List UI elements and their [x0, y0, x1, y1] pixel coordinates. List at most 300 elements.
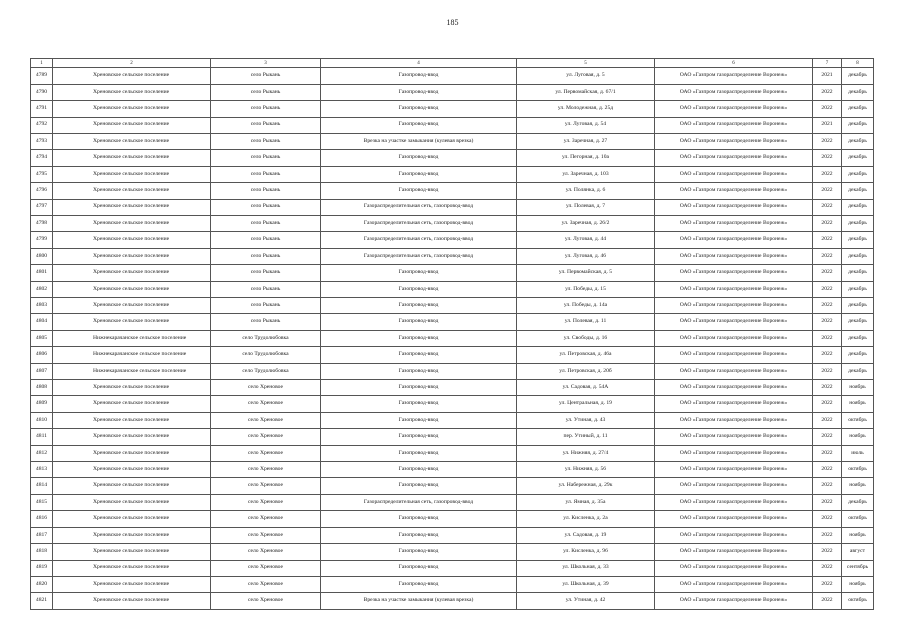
address-cell: ул. Луговая, д. 54 [517, 117, 655, 133]
settlement-cell: Хреновское сельское поселение [53, 68, 211, 84]
table-row [31, 478, 874, 494]
locality-cell: село Рыкань [211, 150, 321, 166]
object-cell: Газопровод-ввод [321, 396, 517, 412]
organization-cell: ОАО «Газпром газораспределение Воронеж» [655, 84, 813, 100]
locality-cell: село Хреновое [211, 544, 321, 560]
address-cell: ул. Центральная, д. 19 [517, 396, 655, 412]
object-cell: Газопровод-ввод [321, 527, 517, 543]
row-number: 4804 [31, 314, 53, 330]
locality-cell: село Рыкань [211, 265, 321, 281]
year-cell: 2022 [813, 380, 842, 396]
row-number: 4809 [31, 396, 53, 412]
settlement-cell: Хреновское сельское поселение [53, 445, 211, 461]
settlement-cell: Хреновское сельское поселение [53, 199, 211, 215]
object-cell: Газопровод-ввод [321, 347, 517, 363]
row-number: 4795 [31, 166, 53, 182]
organization-cell: ОАО «Газпром газораспределение Воронеж» [655, 133, 813, 149]
locality-cell: село Хреновое [211, 478, 321, 494]
year-cell: 2022 [813, 199, 842, 215]
address-cell: ул. Набережная, д. 29к [517, 478, 655, 494]
table-row [31, 380, 874, 396]
column-header: 3 [211, 59, 321, 68]
address-cell: ул. Победы, д. 15 [517, 281, 655, 297]
object-cell: Газопровод-ввод [321, 462, 517, 478]
locality-cell: село Рыкань [211, 314, 321, 330]
settlement-cell: Хреновское сельское поселение [53, 560, 211, 576]
column-header: 4 [321, 59, 517, 68]
address-cell: ул. Утиная, д. 42 [517, 593, 655, 610]
locality-cell: село Рыкань [211, 68, 321, 84]
month-cell: декабрь [842, 183, 874, 199]
row-number: 4802 [31, 281, 53, 297]
row-number: 4818 [31, 544, 53, 560]
month-cell: ноябрь [842, 380, 874, 396]
year-cell: 2021 [813, 117, 842, 133]
object-cell: Газопровод-ввод [321, 576, 517, 592]
table-header-row [31, 59, 874, 68]
settlement-cell: Хреновское сельское поселение [53, 527, 211, 543]
table-row [31, 314, 874, 330]
locality-cell: село Рыкань [211, 232, 321, 248]
month-cell: декабрь [842, 166, 874, 182]
locality-cell: село Хреновое [211, 560, 321, 576]
row-number: 4817 [31, 527, 53, 543]
object-cell: Газораспределительная сеть, газопровод-ввод [321, 248, 517, 264]
address-cell: ул. Победы, д. 14а [517, 298, 655, 314]
address-cell: ул. Утиная, д. 43 [517, 412, 655, 428]
month-cell: декабрь [842, 215, 874, 231]
address-cell: ул. Ямная, д. 35а [517, 494, 655, 510]
month-cell: октябрь [842, 511, 874, 527]
address-cell: пер. Утиный, д. 11 [517, 429, 655, 445]
table-row [31, 133, 874, 149]
address-cell: ул. Нижняя, д. 56 [517, 462, 655, 478]
row-number: 4806 [31, 347, 53, 363]
table-row [31, 593, 874, 610]
locality-cell: село Хреновое [211, 494, 321, 510]
row-number: 4810 [31, 412, 53, 428]
month-cell: ноябрь [842, 478, 874, 494]
year-cell: 2022 [813, 101, 842, 117]
table-row [31, 150, 874, 166]
table-row [31, 445, 874, 461]
year-cell: 2022 [813, 215, 842, 231]
locality-cell: село Рыкань [211, 183, 321, 199]
year-cell: 2022 [813, 462, 842, 478]
month-cell: декабрь [842, 68, 874, 84]
row-number: 4796 [31, 183, 53, 199]
object-cell: Газопровод-ввод [321, 560, 517, 576]
organization-cell: ОАО «Газпром газораспределение Воронеж» [655, 363, 813, 379]
address-cell: ул. Петровская, д. 20б [517, 363, 655, 379]
month-cell: ноябрь [842, 527, 874, 543]
organization-cell: ОАО «Газпром газораспределение Воронеж» [655, 166, 813, 182]
organization-cell: ОАО «Газпром газораспределение Воронеж» [655, 396, 813, 412]
address-cell: ул. Садовая, д. 54А [517, 380, 655, 396]
table-row [31, 511, 874, 527]
table-row [31, 281, 874, 297]
locality-cell: село Хреновое [211, 462, 321, 478]
table-row [31, 215, 874, 231]
settlement-cell: Хреновское сельское поселение [53, 576, 211, 592]
settlement-cell: Нижнекарачанское сельское поселение [53, 330, 211, 346]
organization-cell: ОАО «Газпром газораспределение Воронеж» [655, 248, 813, 264]
row-number: 4813 [31, 462, 53, 478]
object-cell: Газораспределительная сеть, газопровод-ввод [321, 494, 517, 510]
organization-cell: ОАО «Газпром газораспределение Воронеж» [655, 215, 813, 231]
object-cell: Врезка на участке замыкания (кулевая врезка) [321, 593, 517, 610]
table-row [31, 84, 874, 100]
address-cell: ул. Полевая, д. 7 [517, 199, 655, 215]
settlement-cell: Хреновское сельское поселение [53, 232, 211, 248]
organization-cell: ОАО «Газпром газораспределение Воронеж» [655, 560, 813, 576]
address-cell: ул. Нижняя, д. 27/4 [517, 445, 655, 461]
locality-cell: село Рыкань [211, 199, 321, 215]
year-cell: 2022 [813, 544, 842, 560]
row-number: 4807 [31, 363, 53, 379]
organization-cell: ОАО «Газпром газораспределение Воронеж» [655, 117, 813, 133]
row-number: 4808 [31, 380, 53, 396]
organization-cell: ОАО «Газпром газораспределение Воронеж» [655, 478, 813, 494]
object-cell: Газопровод-ввод [321, 265, 517, 281]
organization-cell: ОАО «Газпром газораспределение Воронеж» [655, 511, 813, 527]
settlement-cell: Хреновское сельское поселение [53, 166, 211, 182]
month-cell: декабрь [842, 347, 874, 363]
column-header: 7 [813, 59, 842, 68]
object-cell: Газопровод-ввод [321, 117, 517, 133]
table-row [31, 462, 874, 478]
locality-cell: село Хреновое [211, 429, 321, 445]
object-cell: Газопровод-ввод [321, 68, 517, 84]
organization-cell: ОАО «Газпром газораспределение Воронеж» [655, 462, 813, 478]
object-cell: Газопровод-ввод [321, 511, 517, 527]
year-cell: 2022 [813, 593, 842, 610]
locality-cell: село Рыкань [211, 298, 321, 314]
row-number: 4793 [31, 133, 53, 149]
locality-cell: село Хреновое [211, 593, 321, 610]
settlement-cell: Хреновское сельское поселение [53, 298, 211, 314]
locality-cell: село Рыкань [211, 215, 321, 231]
year-cell: 2022 [813, 527, 842, 543]
address-cell: ул. Луговая, д. 44 [517, 232, 655, 248]
month-cell: декабрь [842, 281, 874, 297]
address-cell: ул. Кисленка, д. 2а [517, 511, 655, 527]
month-cell: октябрь [842, 593, 874, 610]
organization-cell: ОАО «Газпром газораспределение Воронеж» [655, 183, 813, 199]
settlement-cell: Хреновское сельское поселение [53, 494, 211, 510]
month-cell: декабрь [842, 150, 874, 166]
table-row [31, 232, 874, 248]
table-row [31, 101, 874, 117]
year-cell: 2022 [813, 183, 842, 199]
table-row [31, 265, 874, 281]
settlement-cell: Нижнекарачанское сельское поселение [53, 347, 211, 363]
address-cell: ул. Луговая, д. 5 [517, 68, 655, 84]
settlement-cell: Хреновское сельское поселение [53, 84, 211, 100]
address-cell: ул. Свободы, д. 16 [517, 330, 655, 346]
settlement-cell: Хреновское сельское поселение [53, 265, 211, 281]
locality-cell: село Рыкань [211, 117, 321, 133]
locality-cell: село Хреновое [211, 511, 321, 527]
address-cell: ул. Полевая, д. 11 [517, 314, 655, 330]
object-cell: Газопровод-ввод [321, 478, 517, 494]
row-number: 4819 [31, 560, 53, 576]
year-cell: 2022 [813, 347, 842, 363]
settlement-cell: Хреновское сельское поселение [53, 215, 211, 231]
address-cell: ул. Школьная, д. 33 [517, 560, 655, 576]
month-cell: декабрь [842, 232, 874, 248]
year-cell: 2022 [813, 445, 842, 461]
row-number: 4799 [31, 232, 53, 248]
month-cell: ноябрь [842, 396, 874, 412]
year-cell: 2022 [813, 314, 842, 330]
year-cell: 2022 [813, 560, 842, 576]
year-cell: 2022 [813, 232, 842, 248]
column-header: 8 [842, 59, 874, 68]
settlement-cell: Хреновское сельское поселение [53, 150, 211, 166]
address-cell: ул. Заречная, д. 103 [517, 166, 655, 182]
object-cell: Газопровод-ввод [321, 84, 517, 100]
organization-cell: ОАО «Газпром газораспределение Воронеж» [655, 445, 813, 461]
settlement-cell: Хреновское сельское поселение [53, 429, 211, 445]
settlement-cell: Нижнекарачанское сельское поселение [53, 363, 211, 379]
year-cell: 2022 [813, 429, 842, 445]
table-body [31, 59, 874, 610]
organization-cell: ОАО «Газпром газораспределение Воронеж» [655, 314, 813, 330]
table-row [31, 298, 874, 314]
settlement-cell: Хреновское сельское поселение [53, 478, 211, 494]
gas-pipeline-table [30, 58, 874, 610]
object-cell: Газопровод-ввод [321, 330, 517, 346]
organization-cell: ОАО «Газпром газораспределение Воронеж» [655, 281, 813, 297]
locality-cell: село Хреновое [211, 380, 321, 396]
month-cell: сентябрь [842, 560, 874, 576]
object-cell: Газопровод-ввод [321, 380, 517, 396]
locality-cell: село Трудолюбовка [211, 347, 321, 363]
row-number: 4820 [31, 576, 53, 592]
table-row [31, 68, 874, 84]
table-row [31, 117, 874, 133]
organization-cell: ОАО «Газпром газораспределение Воронеж» [655, 298, 813, 314]
organization-cell: ОАО «Газпром газораспределение Воронеж» [655, 232, 813, 248]
year-cell: 2022 [813, 248, 842, 264]
settlement-cell: Хреновское сельское поселение [53, 544, 211, 560]
table-row [31, 166, 874, 182]
month-cell: ноябрь [842, 576, 874, 592]
organization-cell: ОАО «Газпром газораспределение Воронеж» [655, 380, 813, 396]
organization-cell: ОАО «Газпром газораспределение Воронеж» [655, 429, 813, 445]
locality-cell: село Хреновое [211, 396, 321, 412]
year-cell: 2022 [813, 265, 842, 281]
month-cell: декабрь [842, 363, 874, 379]
month-cell: ноябрь [842, 429, 874, 445]
locality-cell: село Хреновое [211, 527, 321, 543]
locality-cell: село Рыкань [211, 133, 321, 149]
settlement-cell: Хреновское сельское поселение [53, 593, 211, 610]
settlement-cell: Хреновское сельское поселение [53, 314, 211, 330]
year-cell: 2022 [813, 576, 842, 592]
row-number: 4797 [31, 199, 53, 215]
year-cell: 2022 [813, 298, 842, 314]
organization-cell: ОАО «Газпром газораспределение Воронеж» [655, 101, 813, 117]
table-row [31, 544, 874, 560]
organization-cell: ОАО «Газпром газораспределение Воронеж» [655, 150, 813, 166]
month-cell: декабрь [842, 330, 874, 346]
address-cell: ул. Садовая, д. 19 [517, 527, 655, 543]
address-cell: ул. Кисленка, д. 96 [517, 544, 655, 560]
month-cell: декабрь [842, 494, 874, 510]
settlement-cell: Хреновское сельское поселение [53, 248, 211, 264]
organization-cell: ОАО «Газпром газораспределение Воронеж» [655, 68, 813, 84]
object-cell: Газопровод-ввод [321, 281, 517, 297]
object-cell: Газораспределительная сеть, газопровод-ввод [321, 215, 517, 231]
settlement-cell: Хреновское сельское поселение [53, 412, 211, 428]
row-number: 4803 [31, 298, 53, 314]
row-number: 4800 [31, 248, 53, 264]
organization-cell: ОАО «Газпром газораспределение Воронеж» [655, 576, 813, 592]
year-cell: 2022 [813, 166, 842, 182]
object-cell: Газопровод-ввод [321, 544, 517, 560]
object-cell: Газораспределительная сеть, газопровод-ввод [321, 232, 517, 248]
locality-cell: село Трудолюбовка [211, 330, 321, 346]
year-cell: 2022 [813, 133, 842, 149]
row-number: 4789 [31, 68, 53, 84]
organization-cell: ОАО «Газпром газораспределение Воронеж» [655, 544, 813, 560]
address-cell: ул. Заречная, д. 26/2 [517, 215, 655, 231]
table-row [31, 396, 874, 412]
address-cell: ул. Первомайская, д. 5 [517, 265, 655, 281]
row-number: 4794 [31, 150, 53, 166]
row-number: 4815 [31, 494, 53, 510]
object-cell: Газораспределительная сеть, газопровод-ввод [321, 199, 517, 215]
object-cell: Газопровод-ввод [321, 445, 517, 461]
year-cell: 2022 [813, 478, 842, 494]
settlement-cell: Хреновское сельское поселение [53, 396, 211, 412]
locality-cell: село Рыкань [211, 281, 321, 297]
address-cell: ул. Школьная, д. 39 [517, 576, 655, 592]
settlement-cell: Хреновское сельское поселение [53, 101, 211, 117]
address-cell: ул. Полянка, д. 6 [517, 183, 655, 199]
settlement-cell: Хреновское сельское поселение [53, 462, 211, 478]
locality-cell: село Рыкань [211, 248, 321, 264]
table-row [31, 183, 874, 199]
address-cell: ул. Пегорная, д. 10а [517, 150, 655, 166]
row-number: 4792 [31, 117, 53, 133]
address-cell: ул. Заречная, д. 27 [517, 133, 655, 149]
row-number: 4816 [31, 511, 53, 527]
year-cell: 2022 [813, 330, 842, 346]
row-number: 4814 [31, 478, 53, 494]
object-cell: Газопровод-ввод [321, 412, 517, 428]
settlement-cell: Хреновское сельское поселение [53, 117, 211, 133]
settlement-cell: Хреновское сельское поселение [53, 183, 211, 199]
object-cell: Газопровод-ввод [321, 150, 517, 166]
table-row [31, 527, 874, 543]
object-cell: Газопровод-ввод [321, 314, 517, 330]
organization-cell: ОАО «Газпром газораспределение Воронеж» [655, 593, 813, 610]
column-header: 5 [517, 59, 655, 68]
year-cell: 2022 [813, 84, 842, 100]
settlement-cell: Хреновское сельское поселение [53, 133, 211, 149]
table-row [31, 330, 874, 346]
locality-cell: село Трудолюбовка [211, 363, 321, 379]
row-number: 4790 [31, 84, 53, 100]
settlement-cell: Хреновское сельское поселение [53, 281, 211, 297]
address-cell: ул. Луговая, д. 46 [517, 248, 655, 264]
row-number: 4821 [31, 593, 53, 610]
organization-cell: ОАО «Газпром газораспределение Воронеж» [655, 347, 813, 363]
organization-cell: ОАО «Газпром газораспределение Воронеж» [655, 330, 813, 346]
month-cell: октябрь [842, 462, 874, 478]
address-cell: ул. Молодежная, д. 25д [517, 101, 655, 117]
organization-cell: ОАО «Газпром газораспределение Воронеж» [655, 265, 813, 281]
month-cell: декабрь [842, 265, 874, 281]
locality-cell: село Рыкань [211, 84, 321, 100]
table-row [31, 363, 874, 379]
locality-cell: село Хреновое [211, 576, 321, 592]
object-cell: Газопровод-ввод [321, 166, 517, 182]
month-cell: июль [842, 445, 874, 461]
table-row [31, 199, 874, 215]
month-cell: декабрь [842, 84, 874, 100]
month-cell: декабрь [842, 199, 874, 215]
month-cell: декабрь [842, 133, 874, 149]
table-row [31, 494, 874, 510]
month-cell: август [842, 544, 874, 560]
row-number: 4801 [31, 265, 53, 281]
address-cell: ул. Первомайская, д. 67/1 [517, 84, 655, 100]
month-cell: декабрь [842, 117, 874, 133]
locality-cell: село Рыкань [211, 101, 321, 117]
month-cell: декабрь [842, 101, 874, 117]
row-number: 4798 [31, 215, 53, 231]
column-header: 6 [655, 59, 813, 68]
table-row [31, 560, 874, 576]
object-cell: Газопровод-ввод [321, 183, 517, 199]
table-row [31, 248, 874, 264]
year-cell: 2021 [813, 68, 842, 84]
year-cell: 2022 [813, 281, 842, 297]
page-number: 185 [446, 18, 459, 27]
year-cell: 2022 [813, 511, 842, 527]
month-cell: декабрь [842, 298, 874, 314]
table-row [31, 412, 874, 428]
address-cell: ул. Петровская, д. 46а [517, 347, 655, 363]
year-cell: 2022 [813, 396, 842, 412]
year-cell: 2022 [813, 363, 842, 379]
object-cell: Газопровод-ввод [321, 298, 517, 314]
month-cell: декабрь [842, 314, 874, 330]
month-cell: декабрь [842, 248, 874, 264]
organization-cell: ОАО «Газпром газораспределение Воронеж» [655, 527, 813, 543]
row-number: 4805 [31, 330, 53, 346]
table-row [31, 429, 874, 445]
table-row [31, 347, 874, 363]
column-header: 1 [31, 59, 53, 68]
settlement-cell: Хреновское сельское поселение [53, 380, 211, 396]
year-cell: 2022 [813, 412, 842, 428]
organization-cell: ОАО «Газпром газораспределение Воронеж» [655, 494, 813, 510]
object-cell: Газопровод-ввод [321, 101, 517, 117]
month-cell: октябрь [842, 412, 874, 428]
locality-cell: село Хреновое [211, 412, 321, 428]
row-number: 4811 [31, 429, 53, 445]
organization-cell: ОАО «Газпром газораспределение Воронеж» [655, 412, 813, 428]
year-cell: 2022 [813, 150, 842, 166]
object-cell: Газопровод-ввод [321, 429, 517, 445]
column-header: 2 [53, 59, 211, 68]
organization-cell: ОАО «Газпром газораспределение Воронеж» [655, 199, 813, 215]
